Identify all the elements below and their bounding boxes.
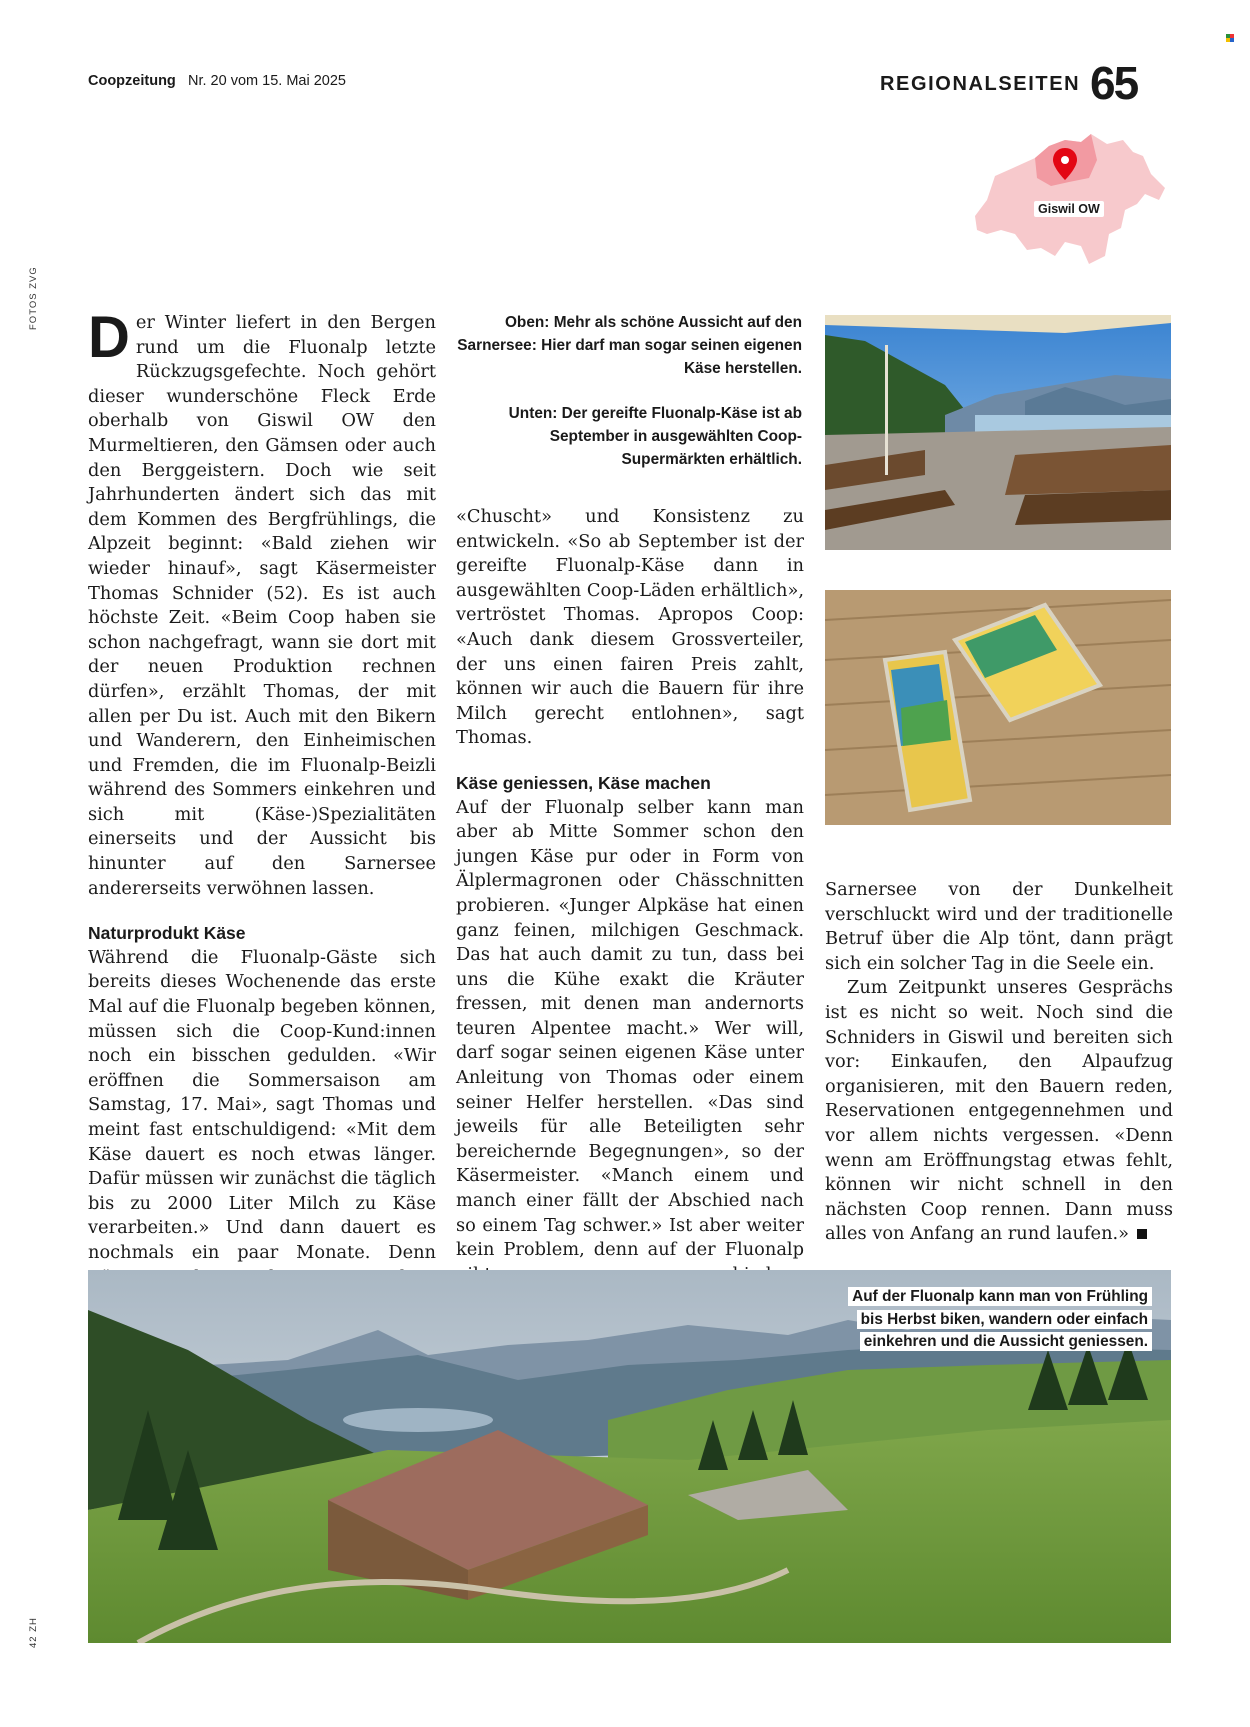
photo-terrace-lake-view [825,315,1171,550]
page-number: 65 [1090,57,1138,109]
end-of-article-mark [1137,1229,1147,1239]
article-paragraph: Auf der Fluonalp selber kann man aber ab Mitte Sommer schon den jungen Käse pur oder in Form von Älplermagronen oder Chässchnitten probieren. «Junger Alpkäse hat einen ganz feinen, milchigen Geschmack. Das hat auch damit zu tun, dass bei uns die Kühe exakt die Kräuter fressen, mit denen man andernorts teuren Alpentee macht.» Wer will, darf sogar seinen eigenen Käse unter Anleitung von Thomas oder einem seiner Helfer herstellen. «Das sind jeweils für alle Beteiligten sehr bereichernde Begegnungen», so der Käsermeister. «Manch einem und manch einer fällt der Abschied nach so einem Tag schwer.» Ist aber weiter kein Problem, denn auf der Fluonalp [456,796,804,1261]
article-paragraph: Sarnersee von der Dunkelheit verschluckt wird und der traditionelle Betruf über die Alp tönt, dann prägt sich ein solcher Tag in die Seele ein. [825,879,1173,974]
article-column-2 [456,505,804,1361]
photo-credit: FOTOS ZVG [28,266,39,330]
article-column-1 [88,305,436,1389]
switzerland-map [965,130,1170,268]
issue-date: Nr. 20 vom 15. Mai 2025 [188,73,346,89]
photo-cheese-packages [825,590,1171,825]
drop-cap: D [88,305,130,370]
caption-bottom: Unten: Der gereifte Fluonalp-Käse ist ab September in ausgewählten Coop-Supermärkten erhältlich. [508,405,802,468]
article-column-3 [825,878,1173,1247]
map-location-label: Giswil OW [1034,201,1104,217]
panorama-caption: Auf der Fluonalp kann man von Frühling bis Herbst biken, wandern oder einfach einkehren und die Aussicht geniessen. [840,1286,1152,1354]
subheading-kaese-geniessen: Käse geniessen, Käse machen [456,772,711,793]
caption-top: Oben: Mehr als schöne Aussicht auf den Sarnersee: Hier darf man sogar seinen eigenen Käse herstellen. [457,314,802,377]
article-paragraph: Zum Zeitpunkt unseres Gesprächs ist es nicht so weit. Noch sind die Schniders in Giswil und bereiten sich vor: Einkaufen, den Alpaufzug organisieren, mit den Bauern reden, Reservationen entgegennehmen und vor allem nichts vergessen. «Denn wenn am Eröffnungstag etwas fehlt, können wir nicht schnell in den nächsten Coop rennen. Dann muss alles von Anfang an rund laufen.» [825,977,1173,1245]
edition-code: 42 ZH [28,1617,39,1648]
section-title: REGIONALSEITEN [880,73,1081,95]
article-paragraph: Während die Fluonalp-Gäste sich bereits dieses Wochenende das erste Mal auf die Fluonalp begeben können, müssen sich die Coop-Kund:innen noch ein bisschen gedulden. «Wir eröffnen die Sommersaison am Samstag, 17. Mai», sagt Thomas und meint fast entschuldigend: «Mit dem Käse dauert es noch etwas länger. Dafür müssen wir zunächst die täglich bis zu 2000 Liter Milch zu Käse verarbeiten.» Und dann dauert es nochmals ein paar Monate. Denn [88,946,436,1263]
photo-captions [456,311,802,493]
publication-name: Coopzeitung [88,73,176,89]
article-lead-paragraph: Der Winter liefert in den Bergen rund um die Fluonalp letzte Rückzugsgefechte. Noch gehört dieser wunderschöne Fleck Erde oberhalb von Giswil OW den Murmeltieren, den Gämsen oder auch den Berggeistern. Doch wie seit Jahrhunderten ändert sich das mit dem Kommen des Bergfrühlings, die Alpzeit beginnt: «Bald ziehen wir wieder hinauf», sagt Käsermeister Thomas Schnider (52). Es ist auch höchste Zeit. «Beim Coop haben sie schon nachgefragt, wann sie dort mit der neuen Produktion rechnen dürfen», erzählt Thomas, der mit allen per Du ist. Auch mit den Bikern und Wanderern, den Einheimischen und Fremden, die im Fluonalp-Beizli während des Sommers einkehren und sich mit (Käse-)Spezialitäten einerseits und der Aussicht bis hinunter auf den Sarnersee andererseits verwöhnen lassen. [88,305,436,899]
color-registration-icon [1226,34,1234,42]
article-paragraph: «Chuscht» und Konsistenz zu entwickeln. «So ab September ist der gereifte Fluonalp-Käse dann in ausgewählten Coop-Läden erhältlich», vertröstet Thomas. Apropos Coop: «Auch dank diesem Grossverteiler, der uns einen fairen Preis zahlt, können wir auch die Bauern für ihre Milch gerecht entlohnen», sagt Thomas. [456,506,804,749]
subheading-naturprodukt: Naturprodukt Käse [88,923,246,944]
